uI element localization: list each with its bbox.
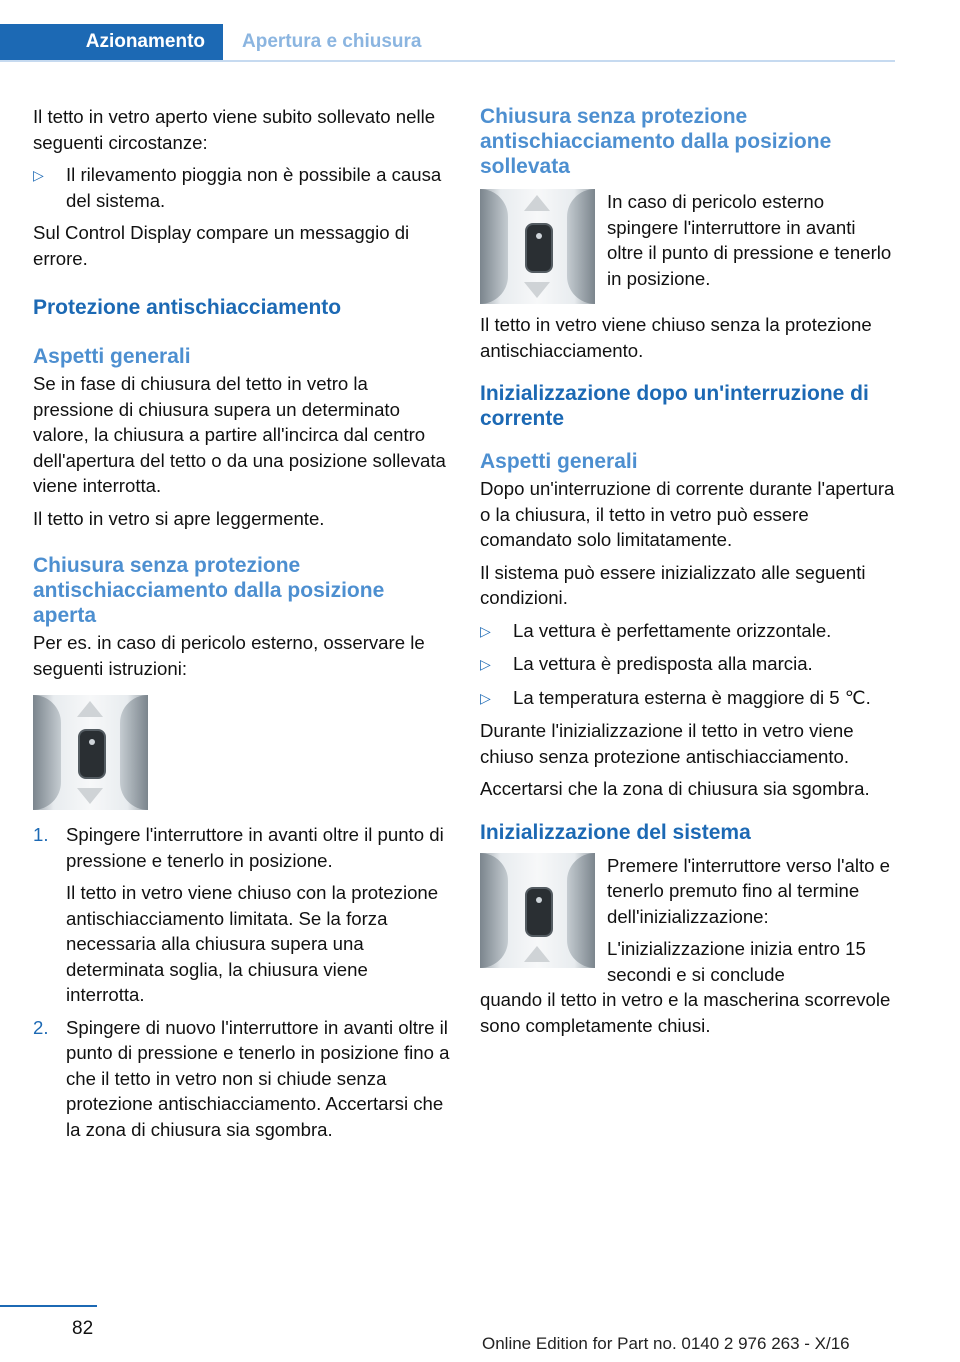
console-right [567,853,595,968]
paragraph: In caso di pericolo esterno spingere l'interruttore in avanti oltre il punto di pressione e tenerlo in posizione. [607,191,892,289]
section-heading: Inizializzazione dopo un'interruzione di corrente [480,382,869,430]
list-item [480,685,896,712]
console-left [33,695,61,810]
figure-text [607,853,896,988]
left-column [33,104,451,1149]
roof-switch [525,223,553,273]
paragraph: Sul Control Display compare un messaggio di errore. [33,222,410,269]
paragraph: Premere l'interruttore verso l'alto e tenerlo premuto fino al termine dell'inizializzazione: [607,854,891,927]
right-column [480,104,896,1045]
arrow-up-icon [524,946,550,962]
arrow-up-icon [524,195,550,211]
paragraph: Se in fase di chiusura del tetto in vetro la pressione di chiusura supera un determinato valore, la chiusura a partire all'incirca dal centro dell'apertura del tetto o da una posizione sollevata viene interrotta. [33,373,446,496]
step-item [33,822,451,873]
section-heading: Protezione antischiacciamento [33,296,342,319]
paragraph: Il tetto in vetro aperto viene subito sollevato nelle seguenti circostanze: [33,106,436,153]
subsection-heading: Chiusura senza protezione antischiacciamento dalla posizione aperta [33,554,385,627]
tab-divider [0,60,895,62]
triangle-bullet-icon: ▷ [480,622,491,639]
step-number: 2. [33,1016,49,1038]
roof-switch-illustration [480,189,595,304]
arrow-down-icon [524,282,550,298]
subsection-heading: Chiusura senza protezione antischiacciamento dalla posizione sollevata [480,105,832,178]
console-left [480,189,508,304]
console-right [120,695,148,810]
step-number: 1. [33,824,49,845]
step-text: Spingere l'interruttore in avanti oltre il punto di pressione e tenerlo in posizione. [66,824,444,871]
arrow-down-icon [77,788,103,804]
paragraph: Accertarsi che la zona di chiusura sia sgombra. [480,778,870,799]
roof-switch-illustration [33,695,148,810]
edition-note: Online Edition for Part no. 0140 2 976 263 - X/16 [482,1334,850,1353]
list-item-text: Il rilevamento pioggia non è possibile a causa del sistema. [66,164,442,211]
paragraph: Il tetto in vetro viene chiuso senza la protezione antischiacciamento. [480,314,872,361]
subsection-heading: Aspetti generali [33,345,191,368]
paragraph: Durante l'inizializzazione il tetto in vetro viene chiuso senza protezione antischiacciamento. [480,720,854,767]
roof-switch [78,729,106,779]
list-item [480,651,896,678]
footer-rule [0,1305,97,1307]
step-detail: Il tetto in vetro viene chiuso con la protezione antischiacciamento limitata. Se la forza necessaria alla chiusura supera una determinata soglia, la chiusura viene interrotta. [66,882,439,1005]
paragraph: Per es. in caso di pericolo esterno, osservare le seguenti istruzioni: [33,632,425,679]
paragraph: Il tetto in vetro si apre leggermente. [33,507,325,529]
paragraph: quando il tetto in vetro e la mascherina scorrevole sono completamente chiusi. [480,989,891,1036]
console-right [567,189,595,304]
roof-switch [525,887,553,937]
roof-switch-illustration [480,853,595,968]
paragraph: Il sistema può essere inizializzato alle seguenti condizioni. [480,561,866,608]
list-item-text: La temperatura esterna è maggiore di 5 ℃. [513,686,871,708]
step-item [33,1015,451,1143]
tab-azionamento[interactable]: Azionamento [0,24,223,60]
step-text: Spingere di nuovo l'interruttore in avanti oltre il punto di pressione e tenerlo in posizione fino a che il tetto in vetro non si chiude senza protezione antischiacciamento. Accertarsi che la zona di chiusura sia sgombra. [66,1016,450,1140]
figure-with-text [480,853,896,988]
triangle-bullet-icon: ▷ [480,689,491,706]
list-item-text: La vettura è predisposta alla marcia. [513,653,813,674]
arrow-up-icon [77,701,103,717]
chapter-tabbar [0,24,895,62]
page-number: 82 [72,1318,94,1339]
triangle-bullet-icon: ▷ [480,656,491,672]
paragraph: L'inizializzazione inizia entro 15 secondi e si conclude [607,938,866,985]
tab-apertura-chiusura[interactable]: Apertura e chiusura [242,31,422,52]
list-item [33,162,451,213]
subsection-heading: Aspetti generali [480,450,638,473]
triangle-bullet-icon: ▷ [33,167,44,183]
console-left [480,853,508,968]
list-item [480,618,896,645]
section-heading: Inizializzazione del sistema [480,820,751,844]
list-item-text: La vettura è perfettamente orizzontale. [513,619,832,641]
paragraph: Dopo un'interruzione di corrente durante l'apertura o la chiusura, il tetto in vetro può essere comandato solo limitatamente. [480,478,895,550]
figure-with-text [480,189,896,304]
